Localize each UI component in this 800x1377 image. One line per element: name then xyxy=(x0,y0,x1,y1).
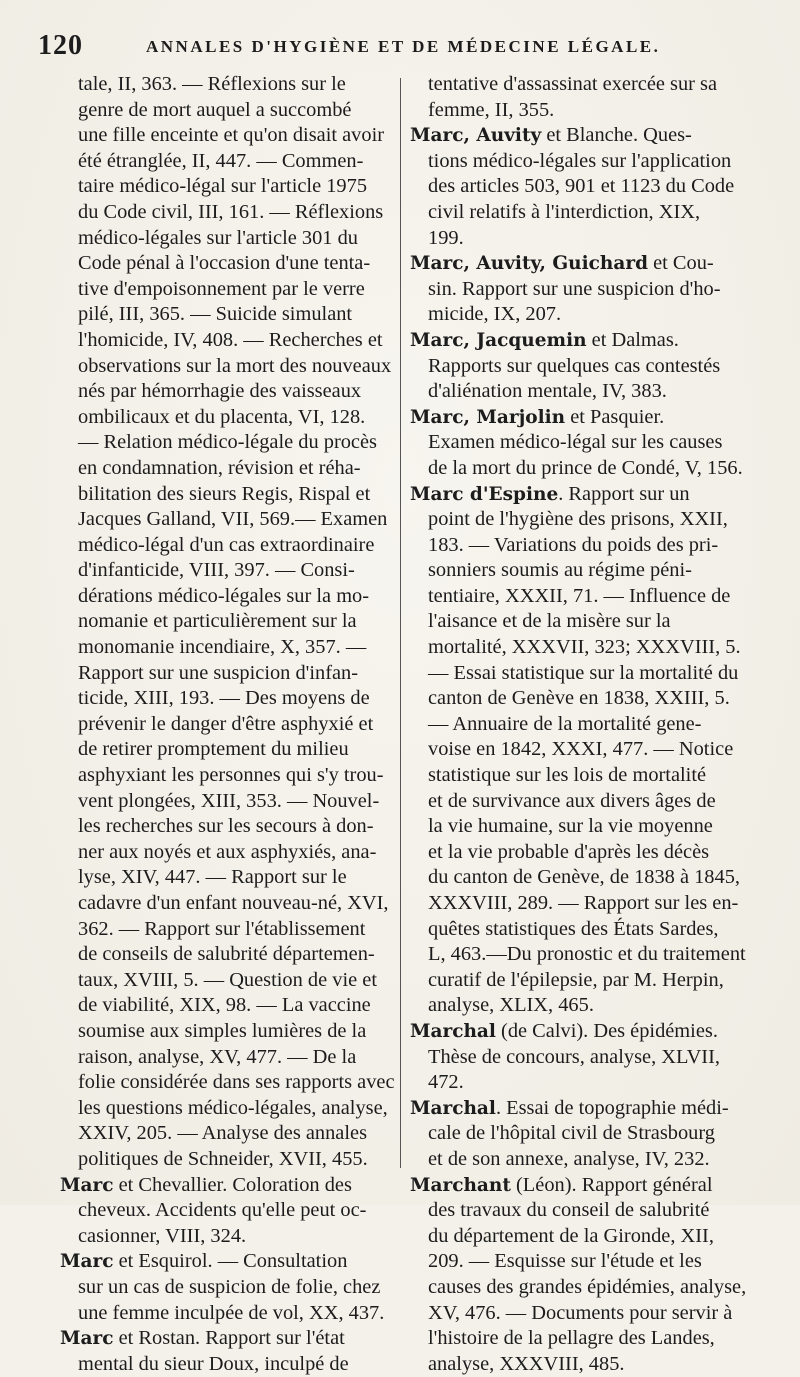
entry-text: quêtes statistiques des États Sardes, xyxy=(428,917,719,940)
entry-line xyxy=(410,1301,766,1327)
entry-text: statistique sur les lois de mortalité xyxy=(428,764,707,787)
entry-line xyxy=(410,917,766,943)
text-line: politiques de Schneider, XVII, 455. xyxy=(78,1147,368,1170)
entry-text: et Cou- xyxy=(648,252,714,275)
entry-line xyxy=(410,1070,766,1096)
text-line: taire médico-légal sur l'article 1975 xyxy=(78,175,368,198)
entry-text: mental du sieur Doux, inculpé de xyxy=(78,1352,349,1375)
entry-text: et Chevallier. Coloration des xyxy=(113,1173,352,1196)
entry-line xyxy=(60,1352,390,1377)
text-line: de viabilité, XIX, 98. — La vaccine xyxy=(78,994,371,1017)
entry-line xyxy=(410,379,766,405)
entry-line xyxy=(410,661,766,687)
text-line: nés par hémorrhagie des vaisseaux xyxy=(78,380,362,403)
index-entry xyxy=(410,1096,766,1173)
text-line: Jacques Galland, VII, 569.— Examen xyxy=(78,508,388,531)
entry-line xyxy=(410,865,766,891)
text-line: 362. — Rapport sur l'établissement xyxy=(78,917,366,940)
text-line: XXIV, 205. — Analyse des annales xyxy=(78,1122,368,1145)
entry-text: causes des grandes épidémies, analyse, xyxy=(428,1275,747,1298)
text-line: nomanie et particulièrement sur la xyxy=(78,610,357,633)
entry-author: Marc d'Espine xyxy=(410,483,559,505)
entry-line xyxy=(410,609,766,635)
text-line: ticide, XIII, 193. — Des moyens de xyxy=(78,687,370,710)
text-line: — Relation médico-légale du procès xyxy=(78,431,377,454)
text-line: l'homicide, IV, 408. — Recherches et xyxy=(78,328,383,351)
entry-text: canton de Genève en 1838, XXIII, 5. xyxy=(428,687,730,710)
entry-line xyxy=(410,430,766,456)
entry-text: (Léon). Rapport général xyxy=(510,1173,713,1196)
entry-text: et Pasquier. xyxy=(565,405,665,428)
entry-line xyxy=(410,533,766,559)
index-entry xyxy=(60,1249,390,1326)
entry-line xyxy=(410,200,766,226)
text-line: les questions médico-légales, analyse, xyxy=(78,1096,388,1119)
text-line: prévenir le danger d'être asphyxié et xyxy=(78,712,374,735)
entry-text: tentiaire, XXXII, 71. — Influence de xyxy=(428,584,731,607)
entry-line xyxy=(410,814,766,840)
entry-line xyxy=(410,1147,766,1173)
entry-line xyxy=(60,1275,390,1301)
entry-text: cale de l'hôpital civil de Strasbourg xyxy=(428,1122,715,1145)
entry-line xyxy=(60,1301,390,1327)
entry-author: Marchant xyxy=(410,1174,511,1196)
entry-text: — Essai statistique sur la mortalité du xyxy=(428,661,739,684)
entry-line xyxy=(410,789,766,815)
entry-text: la vie humaine, sur la vie moyenne xyxy=(428,815,713,838)
entry-line xyxy=(410,226,766,252)
running-title: ANNALES D'HYGIÈNE ET DE MÉDECINE LÉGALE. xyxy=(146,37,661,56)
text-line: observations sur la mort des nouveaux xyxy=(78,354,392,377)
text-line: de conseils de salubrité départemen- xyxy=(78,943,375,966)
entry-text: micide, IX, 207. xyxy=(428,303,562,326)
entry-line xyxy=(410,1019,766,1045)
entry-text: et Dalmas. xyxy=(586,328,679,351)
entry-author: Marc, Jacquemin xyxy=(410,329,587,351)
entry-text: sur un cas de suspicion de folie, chez xyxy=(78,1275,381,1298)
entry-line xyxy=(410,251,766,277)
entry-text: 472. xyxy=(428,1071,464,1094)
entry-text: des travaux du conseil de salubrité xyxy=(428,1199,710,1222)
text-line: pilé, III, 365. — Suicide simulant xyxy=(78,303,353,326)
entry-line xyxy=(410,174,766,200)
entry-line xyxy=(410,123,766,149)
entry-line xyxy=(410,1096,766,1122)
text-line: folie considérée dans ses rapports avec xyxy=(78,1071,395,1094)
entry-line xyxy=(410,302,766,328)
text-line: Rapport sur une suspicion d'infan- xyxy=(78,661,359,684)
entry-line xyxy=(410,1198,766,1224)
right-column xyxy=(410,72,766,1377)
entry-line xyxy=(410,635,766,661)
index-entry xyxy=(60,1173,390,1250)
text-line: en condamnation, révision et réha- xyxy=(78,456,361,479)
entry-text: et de son annexe, analyse, IV, 232. xyxy=(428,1147,710,1170)
entry-line xyxy=(410,405,766,431)
entry-text: XV, 476. — Documents pour servir à xyxy=(428,1301,733,1324)
text-line: taux, XVIII, 5. — Question de vie et xyxy=(78,968,377,991)
text-line: ombilicaux et du placenta, VI, 128. xyxy=(78,405,366,428)
entry-line xyxy=(410,1275,766,1301)
entry-text: . Essai de topographie médi- xyxy=(495,1096,729,1119)
text-line: du Code civil, III, 161. — Réflexions xyxy=(78,200,384,223)
entry-line xyxy=(410,328,766,354)
entry-text: XXXVIII, 289. — Rapport sur les en- xyxy=(428,892,739,914)
text-line: Code pénal à l'occasion d'une tenta- xyxy=(78,252,371,275)
entry-text: l'aisance et de la misère sur la xyxy=(428,610,671,633)
entry-line xyxy=(410,1045,766,1071)
column-divider xyxy=(400,78,401,1168)
entry-text: cheveux. Accidents qu'elle peut oc- xyxy=(78,1199,367,1222)
entry-text: une femme inculpée de vol, XX, 437. xyxy=(78,1301,385,1324)
text-line: ner aux noyés et aux asphyxiés, ana- xyxy=(78,840,377,863)
entry-line xyxy=(410,686,766,712)
entry-text: point de l'hygiène des prisons, XXII, xyxy=(428,508,728,531)
text-line: asphyxiant les personnes qui s'y trou- xyxy=(78,764,384,787)
entry-text: du canton de Genève, de 1838 à 1845, xyxy=(428,866,740,889)
text-line: soumise aux simples lumières de la xyxy=(78,1019,367,1042)
entry-line xyxy=(410,456,766,482)
entry-text: sonniers soumis au régime péni- xyxy=(428,559,692,582)
entry-text: et Blanche. Ques- xyxy=(541,124,692,147)
entry-line xyxy=(410,1249,766,1275)
entry-line xyxy=(410,1326,766,1352)
entry-text: et de survivance aux divers âges de xyxy=(428,789,716,812)
left-column xyxy=(60,72,395,1377)
entry-text: casionner, VIII, 324. xyxy=(78,1224,247,1247)
entry-line xyxy=(60,1173,390,1199)
entry-line xyxy=(410,277,766,303)
text-line: cadavre d'un enfant nouveau-né, XVI, xyxy=(78,892,389,914)
text-line: lyse, XIV, 447. — Rapport sur le xyxy=(78,866,347,889)
entry-line xyxy=(410,584,766,610)
entry-text: — Annuaire de la mortalité gene- xyxy=(428,712,702,735)
index-entry xyxy=(410,1019,766,1096)
entry-text: curatif de l'épilepsie, par M. Herpin, xyxy=(428,968,724,991)
text-line: genre de mort auquel a succombé xyxy=(78,98,352,121)
entry-line xyxy=(410,968,766,994)
index-entry xyxy=(60,1326,390,1377)
entry-line xyxy=(410,354,766,380)
entry-text: et Rostan. Rapport sur l'état xyxy=(113,1327,345,1350)
entry-text: du département de la Gironde, XII, xyxy=(428,1224,714,1247)
entry-author: Marc xyxy=(60,1251,114,1273)
entry-text: 209. — Esquisse sur l'étude et les xyxy=(428,1250,702,1273)
entry-author: Marc, Auvity xyxy=(410,125,542,147)
index-entry xyxy=(410,1173,766,1377)
entry-text: analyse, XXXVIII, 485. xyxy=(428,1352,625,1375)
index-entry xyxy=(410,123,766,251)
text-line: dérations médico-légales sur la mo- xyxy=(78,584,370,607)
text-line: raison, analyse, XV, 477. — De la xyxy=(78,1045,357,1068)
text-line: une fille enceinte et qu'on disait avoir xyxy=(78,124,385,147)
entry-text: Thèse de concours, analyse, XLVII, xyxy=(428,1045,720,1068)
entry-line xyxy=(410,1173,766,1199)
text-line: tale, II, 363. — Réflexions sur le xyxy=(78,73,346,95)
text-line: médico-légales sur l'article 301 du xyxy=(78,226,358,249)
entry-line xyxy=(410,1121,766,1147)
entry-author: Marc, Marjolin xyxy=(410,406,566,428)
entry-text: mortalité, XXXVII, 323; XXXVIII, 5. xyxy=(428,636,741,659)
entry-line xyxy=(410,942,766,968)
entry-author: Marc, Auvity, Guichard xyxy=(410,253,649,275)
index-entry xyxy=(410,405,766,482)
entry-line xyxy=(410,993,766,1019)
entry-text: Examen médico-légal sur les causes xyxy=(428,431,723,454)
text-line: femme, II, 355. xyxy=(428,98,555,121)
entry-line xyxy=(410,737,766,763)
entry-line xyxy=(410,1224,766,1250)
entry-text: l'histoire de la pellagre des Landes, xyxy=(428,1327,715,1350)
entry-line xyxy=(410,1352,766,1377)
entry-text: voise en 1842, XXXI, 477. — Notice xyxy=(428,738,734,761)
index-entry xyxy=(410,482,766,1019)
text-line: vent plongées, XIII, 353. — Nouvel- xyxy=(78,789,380,812)
entry-line xyxy=(410,482,766,508)
index-entry xyxy=(410,328,766,405)
text-line: d'infanticide, VIII, 397. — Consi- xyxy=(78,559,355,582)
entry-text: L, 463.—Du pronostic et du traitement xyxy=(428,943,746,966)
entry-author: Marc xyxy=(60,1174,114,1196)
entry-line xyxy=(60,1224,390,1250)
entry-author: Marchal xyxy=(410,1020,496,1042)
entry-line xyxy=(60,1249,390,1275)
text-line: été étranglée, II, 447. — Commen- xyxy=(78,149,364,172)
entry-author: Marc xyxy=(60,1328,114,1350)
entry-line xyxy=(410,891,766,917)
entry-text: des articles 503, 901 et 1123 du Code xyxy=(428,175,735,198)
entry-line xyxy=(60,1198,390,1224)
entry-line xyxy=(410,712,766,738)
entry-text: tions médico-légales sur l'application xyxy=(428,149,732,172)
text-line: bilitation des sieurs Regis, Rispal et xyxy=(78,482,371,505)
entry-line xyxy=(410,763,766,789)
entry-line xyxy=(410,558,766,584)
entry-text: et Esquirol. — Consultation xyxy=(113,1250,348,1273)
text-line: tentative d'assassinat exercée sur sa xyxy=(428,73,718,95)
text-line: de retirer promptement du milieu xyxy=(78,738,349,761)
entry-text: civil relatifs à l'interdiction, XIX, xyxy=(428,200,701,223)
text-line: les recherches sur les secours à don- xyxy=(78,815,374,838)
text-line: tive d'empoisonnement par le verre xyxy=(78,277,365,300)
entry-line xyxy=(410,507,766,533)
entry-text: de la mort du prince de Condé, V, 156. xyxy=(428,456,743,479)
entry-text: (de Calvi). Des épidémies. xyxy=(495,1019,718,1042)
entry-text: sin. Rapport sur une suspicion d'ho- xyxy=(428,277,721,300)
entry-text: 183. — Variations du poids des pri- xyxy=(428,533,719,556)
entry-text: 199. xyxy=(428,226,464,249)
text-line: monomanie incendiaire, X, 357. — xyxy=(78,636,367,659)
entry-text: analyse, XLIX, 465. xyxy=(428,994,594,1017)
page-header xyxy=(38,30,778,66)
text-line: médico-légal d'un cas extraordinaire xyxy=(78,533,375,556)
entry-line xyxy=(410,840,766,866)
entry-text: et la vie probable d'après les décès xyxy=(428,840,710,863)
page-number: 120 xyxy=(38,30,83,61)
entry-line xyxy=(410,149,766,175)
entry-text: Rapports sur quelques cas contestés xyxy=(428,354,721,377)
entry-author: Marchal xyxy=(410,1097,496,1119)
entry-text: d'aliénation mentale, IV, 383. xyxy=(428,380,667,403)
entry-line xyxy=(60,1326,390,1352)
entry-text: . Rapport sur un xyxy=(558,482,690,505)
index-entry xyxy=(410,251,766,328)
